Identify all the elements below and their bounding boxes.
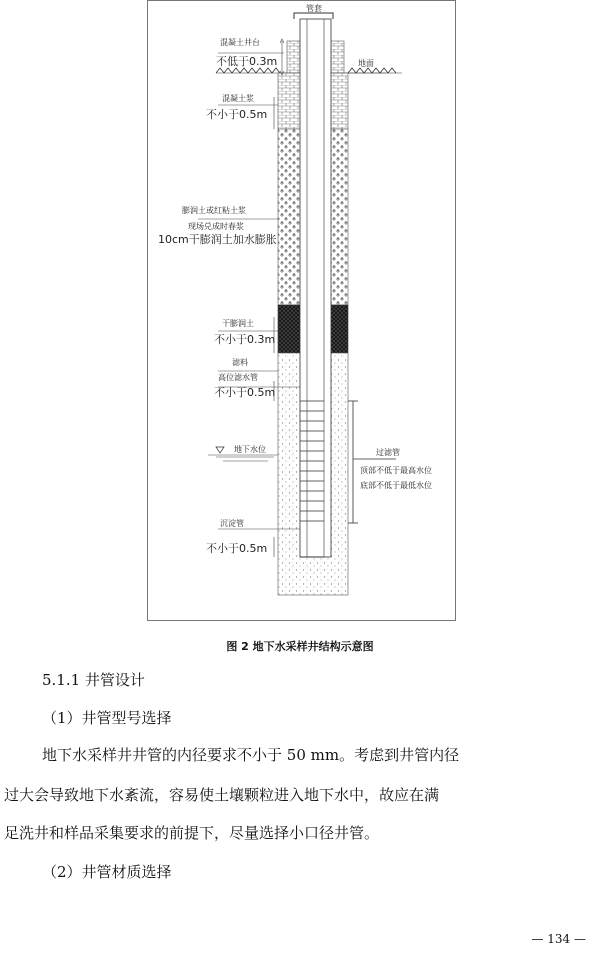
filter-material-label: 滤料	[232, 358, 248, 367]
concrete-platform-left	[287, 41, 300, 73]
screen-pipe-label: 过滤管	[376, 448, 400, 457]
water-level-icon	[216, 447, 224, 453]
paragraph-line-1: 地下水采样井井管的内径要求不小于 50 mm。考虑到井管内径	[42, 746, 460, 764]
cement-slurry-label: 混凝土浆	[222, 94, 254, 103]
filter-min: 不小于0.5m	[214, 386, 276, 399]
concrete-platform-label: 混凝土井台	[220, 38, 260, 47]
filter-above-label: 高位滤水管	[218, 373, 258, 382]
sediment-pipe-label: 沉淀管	[220, 519, 244, 528]
well-structure-figure	[147, 0, 456, 621]
ground-label: 地面	[358, 59, 374, 68]
concrete-platform-right	[331, 41, 344, 73]
clay-label-1: 膨润土或红粘土浆	[182, 206, 246, 215]
cement-slurry-min: 不小于0.5m	[206, 108, 268, 121]
page-number: — 134 —	[531, 932, 586, 946]
paragraph-line-2: 过大会导致地下水紊流，容易使土壤颗粒进入地下水中，故应在满	[4, 786, 440, 804]
clay-label-3: 10cm干膨润土加水膨胀	[158, 233, 277, 246]
item-1-heading: （1）井管型号选择	[42, 709, 172, 727]
screen-bottom-label: 底部不低于最低水位	[360, 481, 432, 490]
item-2-heading: （2）井管材质选择	[42, 863, 172, 881]
dry-bentonite-min: 不小于0.3m	[214, 333, 276, 346]
sediment-min: 不小于0.5m	[206, 542, 268, 555]
pipe-cap-label: 管套	[306, 4, 322, 13]
paragraph-line-3: 足洗井和样品采集要求的前提下，尽量选择小口径井管。	[4, 824, 380, 842]
section-heading: 5.1.1 井管设计	[42, 671, 145, 689]
groundwater-level-label: 地下水位	[234, 445, 266, 454]
figure-caption: 图 2 地下水采样井结构示意图	[226, 640, 374, 653]
concrete-platform-min: 不低于0.3m	[216, 55, 278, 68]
well-diagram	[148, 1, 457, 622]
clay-label-2: 现场兑成时春浆	[188, 222, 244, 231]
dry-bentonite-label: 干膨润土	[222, 319, 254, 328]
screen-top-label: 顶部不低于最高水位	[360, 466, 432, 475]
well-pipe	[300, 19, 331, 557]
